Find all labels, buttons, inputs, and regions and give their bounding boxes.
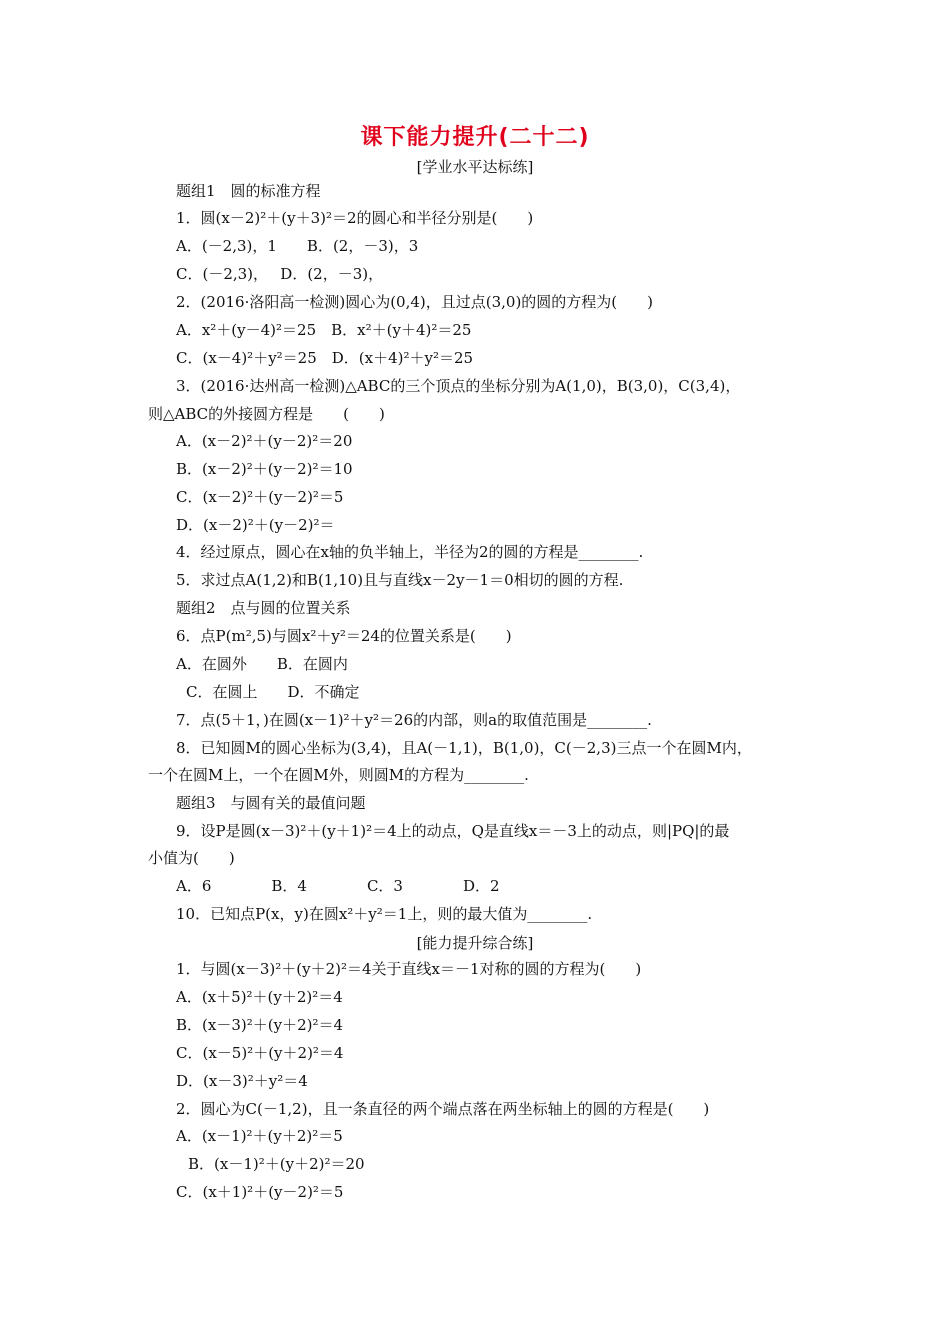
question-line: 10．已知点P(x，y)在圆x²＋y²＝1上，则的最大值为________. xyxy=(176,905,593,923)
group-heading: 题组3 与圆有关的最值问题 xyxy=(176,794,366,812)
question-line: 6．点P(m²,5)与圆x²＋y²＝24的位置关系是( ) xyxy=(176,627,512,645)
group-heading: 题组1 圆的标准方程 xyxy=(176,182,321,200)
question-line: 2．圆心为C(－1,2)，且一条直径的两个端点落在两坐标轴上的圆的方程是( ) xyxy=(176,1100,710,1118)
option-line: A．x²＋(y－4)²＝25 B．x²＋(y＋4)²＝25 xyxy=(176,321,472,339)
option-line: A．(－2,3)，1 B．(2，－3)，3 xyxy=(176,237,419,255)
option-line: C．(x－2)²＋(y－2)²＝5 xyxy=(176,488,344,506)
section-heading-basic: [学业水平达标练] xyxy=(416,158,534,176)
option-line: A．(x－1)²＋(y＋2)²＝5 xyxy=(176,1127,343,1145)
option-line: B．(x－2)²＋(y－2)²＝10 xyxy=(176,460,353,478)
page-title: 课下能力提升(二十二) xyxy=(360,125,590,150)
question-continuation: 小值为( ) xyxy=(148,849,235,867)
option-line: A．在圆外 B．在圆内 xyxy=(176,655,348,673)
option-line: C．(x＋1)²＋(y－2)²＝5 xyxy=(176,1183,344,1201)
option-line: C．在圆上 D．不确定 xyxy=(186,683,360,701)
option-line: D．(x－2)²＋(y－2)²＝ xyxy=(176,516,335,534)
option-line: A．(x－2)²＋(y－2)²＝20 xyxy=(176,432,353,450)
question-continuation: 则△ABC的外接圆方程是 ( ) xyxy=(148,405,385,423)
option-line: A．(x＋5)²＋(y＋2)²＝4 xyxy=(176,988,343,1006)
option-line: C．(－2,3)， D．(2，－3)， xyxy=(176,265,384,283)
option-line: D．(x－3)²＋y²＝4 xyxy=(176,1072,308,1090)
question-line: 1．圆(x－2)²＋(y＋3)²＝2的圆心和半径分别是( ) xyxy=(176,209,534,227)
question-line: 9．设P是圆(x－3)²＋(y＋1)²＝4上的动点，Q是直线x＝－3上的动点，则|PQ|的最 xyxy=(176,822,730,840)
section-heading-advanced: [能力提升综合练] xyxy=(416,934,534,952)
question-line: 7．点(5＋1，)在圆(x－1)²＋y²＝26的内部，则a的取值范围是________. xyxy=(176,711,652,729)
group-heading: 题组2 点与圆的位置关系 xyxy=(176,599,351,617)
question-line: 3．(2016·达州高一检测)△ABC的三个顶点的坐标分别为A(1,0)，B(3,0)，C(3,4)， xyxy=(176,377,741,395)
option-line: C．(x－4)²＋y²＝25 D．(x＋4)²＋y²＝25 xyxy=(176,349,474,367)
question-line: 1．与圆(x－3)²＋(y＋2)²＝4关于直线x＝－1对称的圆的方程为( ) xyxy=(176,960,642,978)
question-continuation: 一个在圆M上，一个在圆M外，则圆M的方程为________. xyxy=(148,766,529,784)
option-line: C．(x－5)²＋(y＋2)²＝4 xyxy=(176,1044,344,1062)
question-line: 2．(2016·洛阳高一检测)圆心为(0,4)，且过点(3,0)的圆的方程为( ) xyxy=(176,293,654,311)
option-line: B．(x－3)²＋(y＋2)²＝4 xyxy=(176,1016,344,1034)
question-line: 5．求过点A(1,2)和B(1,10)且与直线x－2y－1＝0相切的圆的方程. xyxy=(176,571,624,589)
question-line: 8．已知圆M的圆心坐标为(3,4)，且A(－1,1)，B(1,0)，C(－2,3)三点一个在圆M内， xyxy=(176,739,752,757)
option-line: A．6 B．4 C．3 D．2 xyxy=(176,877,500,895)
option-line: B．(x－1)²＋(y＋2)²＝20 xyxy=(188,1155,365,1173)
question-line: 4．经过原点，圆心在x轴的负半轴上，半径为2的圆的方程是________. xyxy=(176,543,644,561)
